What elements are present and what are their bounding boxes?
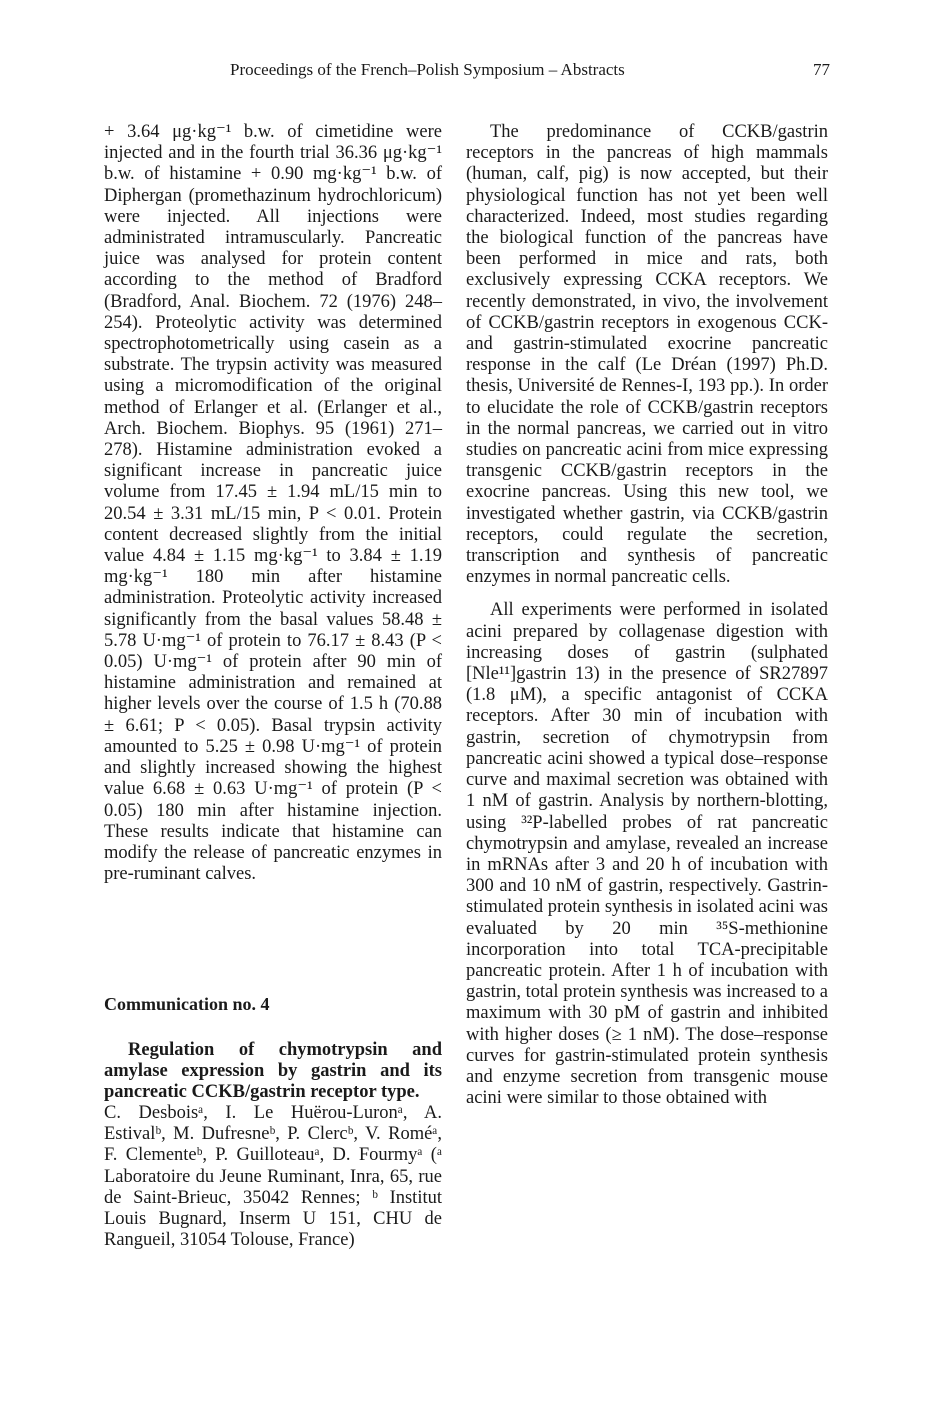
page-number: 77 [813,60,830,79]
body-paragraph: + 3.64 μg·kg⁻¹ b.w. of cimetidine were injected and in the fourth trial 36.36 μg·kg⁻¹ b.w. of histamine + 0.90 mg·kg⁻¹ b.w. of Diphergan (promethazinum hydrochloricum) were injected. All injections were administrated intramuscularly. Pancreatic juice was analysed for protein content according to the method of Bradford (Bradford, Anal. Biochem. 72 (1976) 248–254). Proteolytic activity was determined spectrophotometrically using casein as a substrate. The trypsin activity was measured using a micromodification of the original method of Erlanger et al. (Erlanger et al., Arch. Biochem. Biophys. 95 (1961) 271–278). Histamine administration evoked a significant increase in pancreatic juice volume from 17.45 ± 1.94 mL/15 min to 20.54 ± 3.31 mL/15 min, P < 0.01. Protein content decreased slightly from the initial value 4.84 ± 1.15 mg·kg⁻¹ to 3.84 ± 1.19 mg·kg⁻¹ 180 min after histamine administration. Proteolytic activity increased significantly from the basal values 58.48 ± 5.78 U·mg⁻¹ of protein to 76.17 ± 8.43 (P < 0.05) U·mg⁻¹ of protein after 90 min of histamine administration and remained at higher levels over the course of 1.5 h (70.88 ± 6.61; P < 0.05). Basal trypsin activity amounted to 5.25 ± 0.98 U·mg⁻¹ of protein and slightly increased showing the highest value 6.68 ± 0.63 U·mg⁻¹ of protein (P < 0.05) 180 min after histamine injection. These results indicate that histamine can modify the release of pancreatic enzymes in pre-ruminant calves. [104,122,442,885]
left-column [104,122,442,885]
communication-label: Communication no. 4 [104,994,270,1014]
journal-title: Proceedings of the French–Polish Symposium – Abstracts [230,60,625,79]
body-paragraph: All experiments were performed in isolated acini prepared by collagenase digestion with increasing doses of gastrin (sulphated [Nle¹¹]gastrin 13) in the presence of SR27897 (1.8 μM), a specific antagonist of CCKA receptors. After 30 min of incubation with gastrin, secretion of chymotrypsin from pancreatic acini showed a typical dose–response curve and maximal secretion was obtained with 1 nM of gastrin. Analysis by northern-blotting, using ³²P-labelled probes of rat pancreatic chymotrypsin and amylase, revealed an increase in mRNAs after 3 and 20 h of incubation with 300 and 10 nM of gastrin, respectively. Gastrin-stimulated protein synthesis in isolated acini was evaluated by 20 min ³⁵S-methionine incorporation into total TCA-precipitable pancreatic protein. After 1 h of incubation with gastrin, total protein synthesis was increased to a maximum with 30 pM of gastrin and inhibited with higher doses (≥ 1 nM). The dose–response curves for gastrin-stimulated protein synthesis and enzyme secretion from transgenic mouse acini were similar to those obtained with [466,600,828,1109]
abstract-title: Regulation of chymotrypsin and amylase expression by gastrin and its pancreatic CCKB/gastrin receptor type. [104,1040,442,1103]
right-column [466,122,828,1109]
running-header [230,60,830,90]
author-list: C. Desboisᵃ, I. Le Huërou-Luronᵃ, A. Estivalᵇ, M. Dufresneᵇ, P. Clercᵇ, V. Roméᵃ, F. Clementeᵇ, P. Guilloteauᵃ, D. Fourmyᵃ (ᵃ Laboratoire du Jeune Ruminant, Inra, 65, rue de Saint-Brieuc, 35042 Rennes; ᵇ Institut Louis Bugnard, Inserm U 151, CHU de Rangueil, 31054 Tolouse, France) [104,1103,442,1251]
body-paragraph: The predominance of CCKB/gastrin receptors in the pancreas of high mammals (human, calf, pig) is now accepted, but their physiological function has not yet been well characterized. Indeed, most studies regarding the biological function of the pancreas have been performed in mice and rats, both exclusively expressing CCKA receptors. We recently demonstrated, in vivo, the involvement of CCKB/gastrin receptors in exogenous CCK- and gastrin-stimulated exocrine pancreatic response in the calf (Le Dréan (1997) Ph.D. thesis, Université de Rennes-I, 193 pp.). In order to elucidate the role of CCKB/gastrin receptors in the normal pancreas, we carried out in vitro studies on pancreatic acini from mice expressing transgenic CCKB/gastrin receptors in the exocrine pancreas. Using this new tool, we investigated whether gastrin, via CCKB/gastrin receptors, could regulate the secretion, transcription and synthesis of pancreatic enzymes in normal pancreatic cells. [466,122,828,588]
